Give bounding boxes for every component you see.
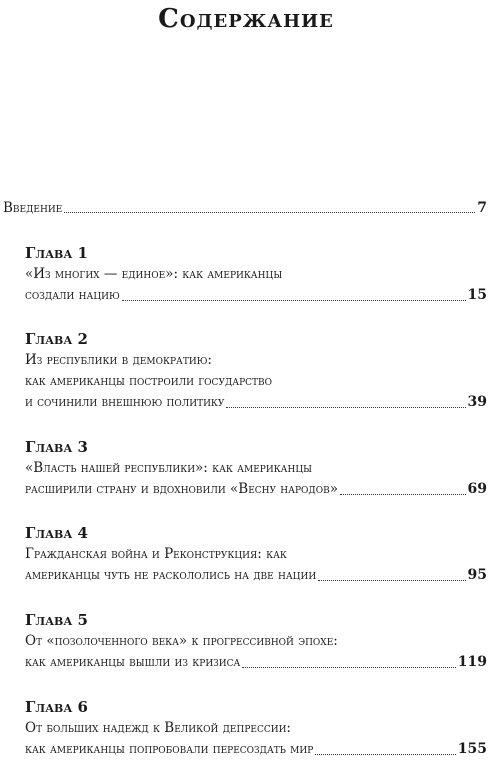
chapter-label: Глава 5 — [25, 611, 88, 629]
dot-leader — [340, 493, 466, 495]
chapter-title-last-line — [25, 479, 487, 500]
toc-entry-intro[interactable] — [3, 198, 487, 218]
chapter-title-last-line — [25, 565, 487, 586]
chapter-label: Глава 1 — [25, 244, 88, 262]
chapter-title-line: как американцы вышли из кризиса — [25, 654, 241, 670]
toc-page-number: 69 — [467, 481, 487, 497]
toc-chapter-1[interactable] — [25, 242, 487, 306]
toc-page-number: 15 — [467, 287, 487, 303]
dot-leader — [122, 299, 466, 301]
toc-chapter-2[interactable] — [25, 328, 487, 413]
chapter-title-line: американцы чуть не раскололись на две нации — [25, 567, 317, 583]
toc-page-number: 95 — [467, 567, 487, 583]
chapter-title-line: как американцы попробовали пересоздать мир — [25, 741, 314, 757]
dot-leader — [226, 406, 465, 408]
chapter-title-line: «Из многих — единое»: как американцы — [25, 266, 283, 282]
toc-chapter-5[interactable] — [25, 609, 487, 673]
chapter-title-last-line — [25, 285, 487, 306]
chapter-title-line: Гражданская война и Реконструкция: как — [25, 546, 287, 562]
chapter-title-last-line — [25, 392, 487, 413]
toc-page-number: 119 — [457, 654, 487, 670]
dot-leader — [64, 211, 475, 213]
dot-leader — [315, 753, 455, 755]
chapter-title-line: и сочинили внешнюю политику — [25, 394, 225, 410]
toc-chapter-3[interactable] — [25, 436, 487, 500]
toc-entry-label: Введение — [3, 200, 63, 216]
toc-page-number: 155 — [457, 741, 487, 757]
toc-page-number: 7 — [477, 200, 487, 216]
chapter-title-line: От больших надежд к Великой депрессии: — [25, 720, 291, 736]
chapter-title-line: Из республики в демократию: — [25, 352, 212, 368]
toc-page-number: 39 — [467, 394, 487, 410]
chapter-title-last-line — [25, 652, 487, 673]
toc-chapter-6[interactable] — [25, 696, 487, 760]
chapter-title-line: как американцы построили государство — [25, 373, 273, 389]
toc-chapter-4[interactable] — [25, 522, 487, 586]
chapter-label: Глава 2 — [25, 330, 88, 348]
chapter-title-line: создали нацию — [25, 287, 120, 303]
chapter-label: Глава 6 — [25, 698, 88, 716]
chapter-title-line: От «позолоченного века» к прогрессивной эпохе: — [25, 633, 338, 649]
chapter-title-line: расширили страну и вдохновили «Весну народов» — [25, 481, 338, 497]
dot-leader — [318, 579, 465, 581]
chapter-title-line: «Власть нашей республики»: как американцы — [25, 460, 313, 476]
page-title: Содержание — [158, 4, 334, 34]
chapter-title-last-line — [25, 739, 487, 760]
dot-leader — [242, 666, 455, 668]
chapter-label: Глава 3 — [25, 438, 88, 456]
chapter-label: Глава 4 — [25, 524, 88, 542]
